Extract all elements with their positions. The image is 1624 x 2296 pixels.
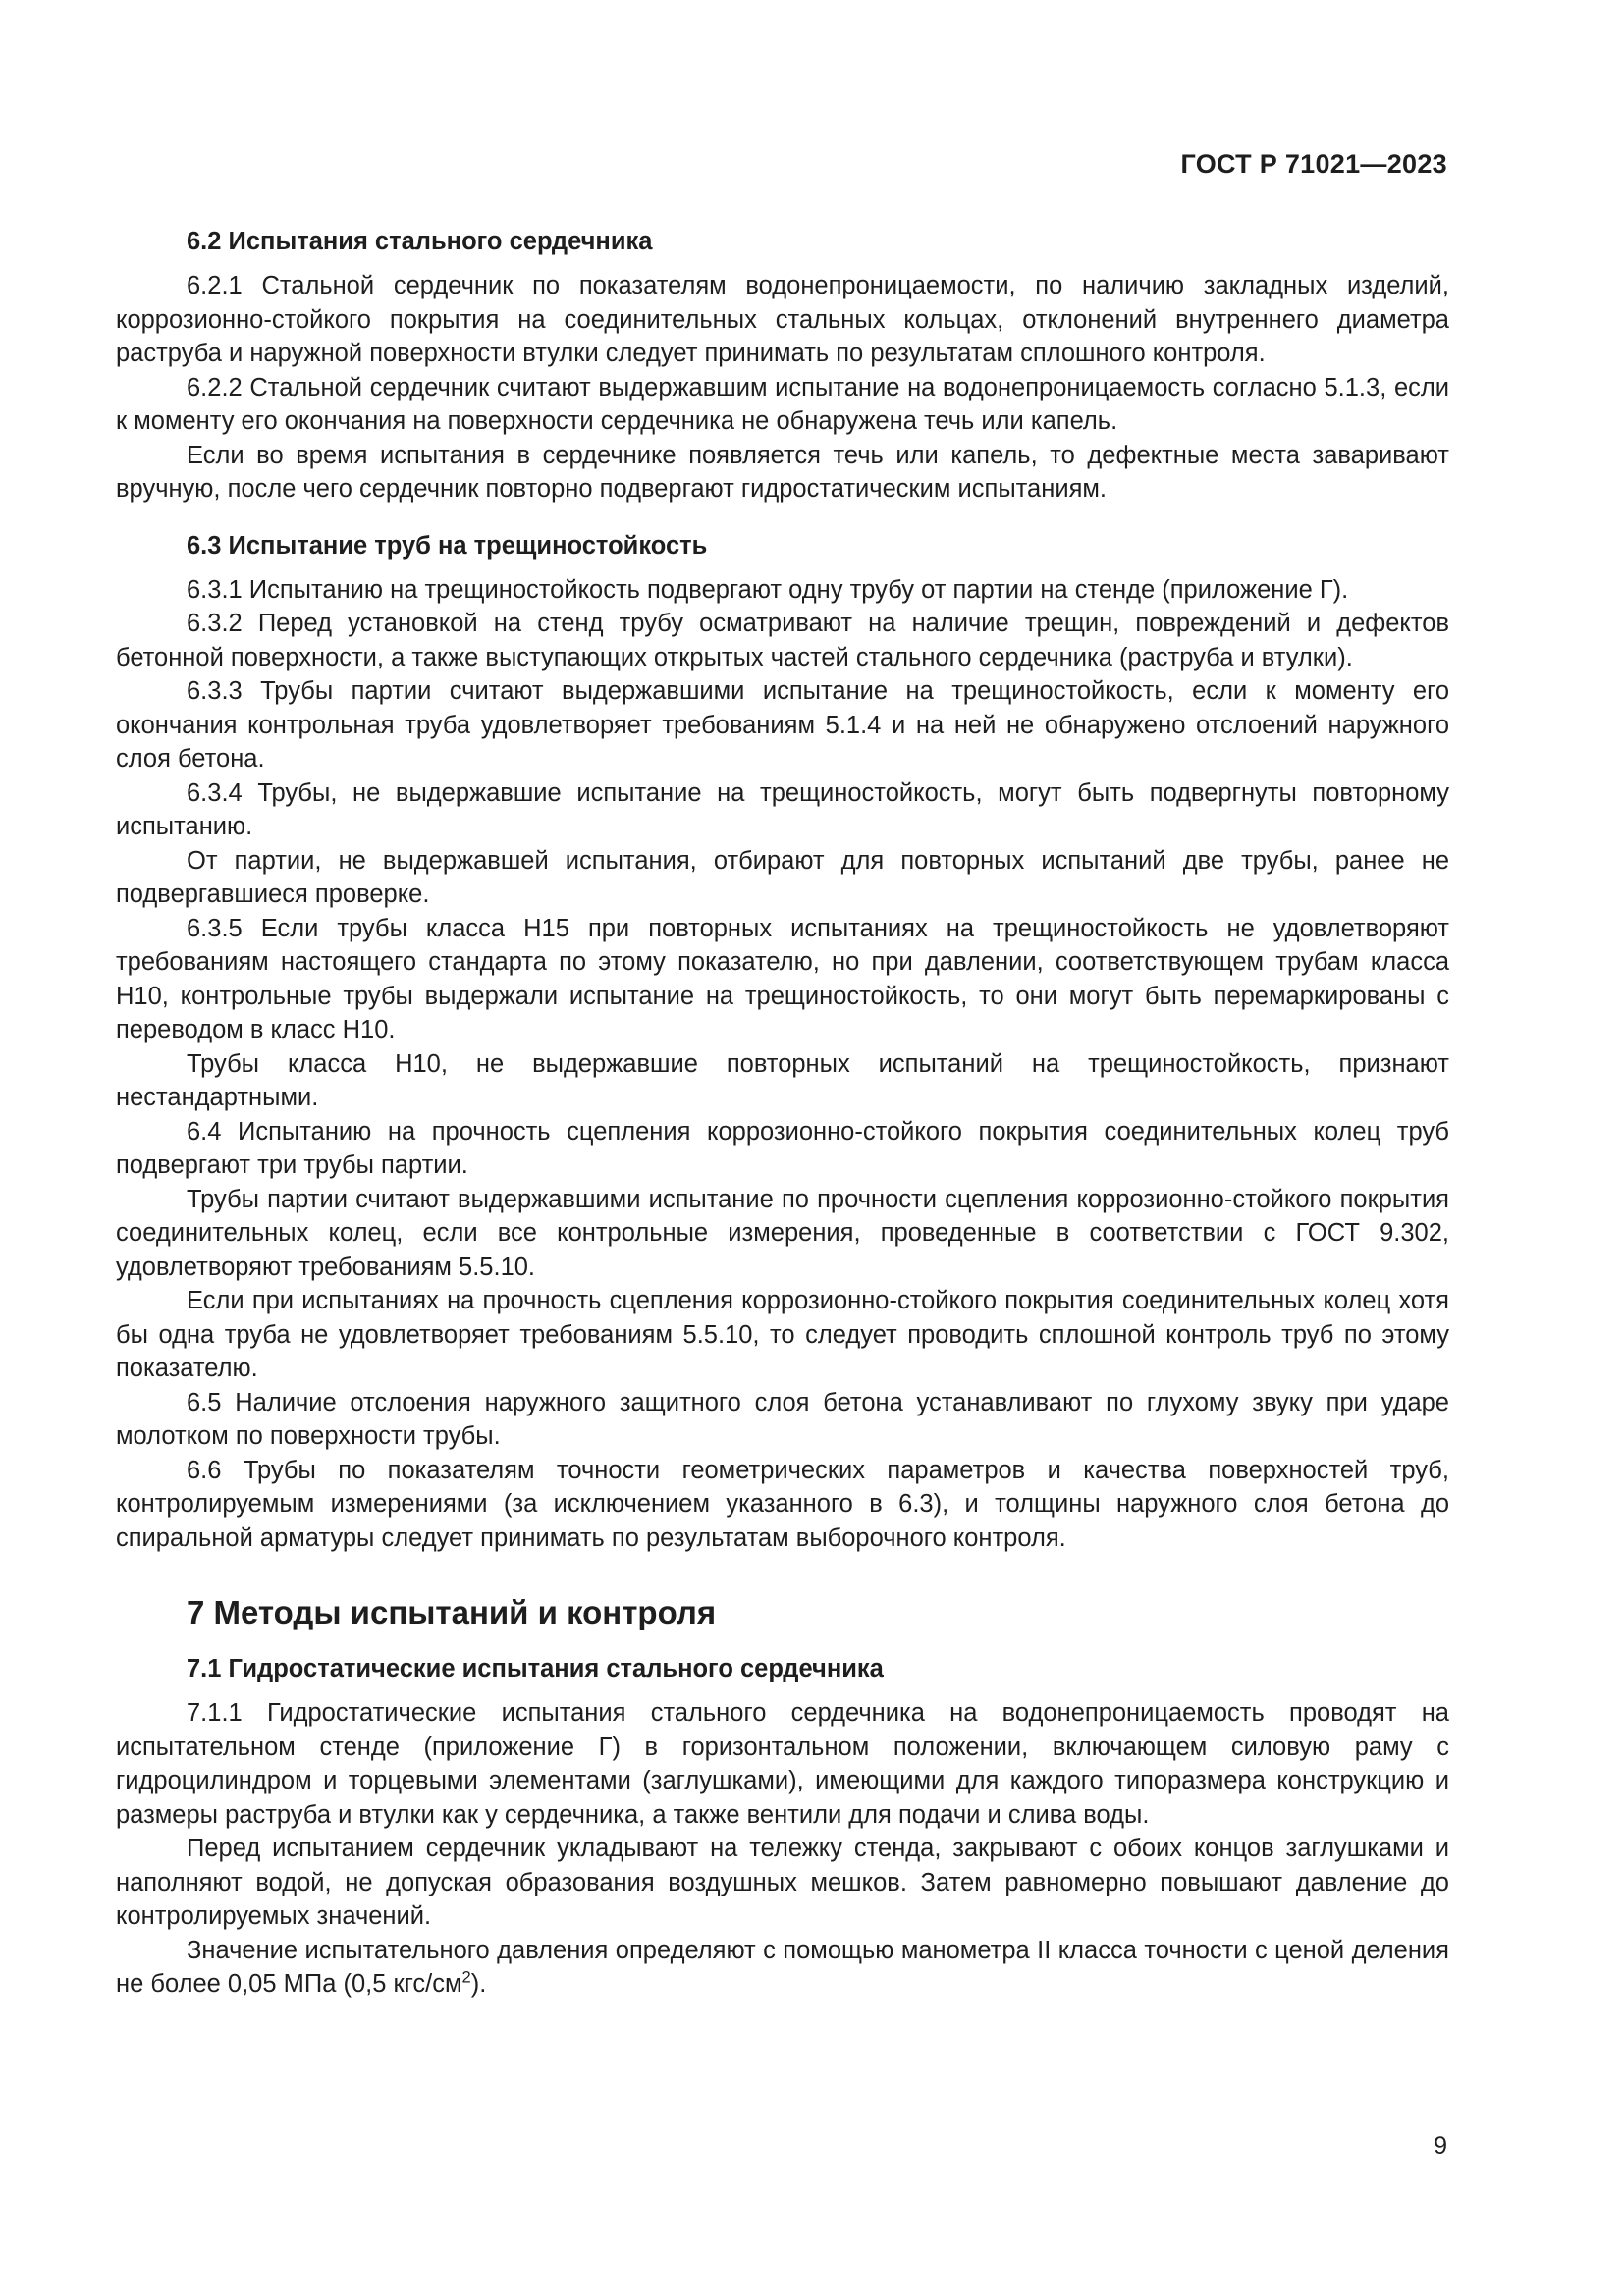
heading-6-3: 6.3 Испытание труб на трещиностойкость — [187, 531, 708, 560]
paragraph-6-4-cont-2: Если при испытаниях на прочность сцепления коррозионно-стойкого покрытия соединительных колец хотя бы одна труба не удовлетворяет требованиям 5.5.10, то следует проводить сплошной контроль труб по этому показателю. — [116, 1287, 1449, 1382]
superscript: 2 — [461, 1967, 471, 1987]
paragraph-6-3-2: 6.3.2 Перед установкой на стенд трубу осматривают на наличие трещин, повреждений и дефектов бетонной поверхности, а также выступающих открытых частей стального сердечника (раструба и втулки). — [116, 610, 1449, 671]
page-content — [116, 224, 1449, 2002]
page-number: 9 — [1434, 2132, 1447, 2160]
paragraph-7-1-1-cont-1: Перед испытанием сердечник укладывают на тележку стенда, закрывают с обоих концов заглушками и наполняют водой, не допуская образования воздушных мешков. Затем равномерно повышают давление до контролируемых значений. — [116, 1835, 1449, 1930]
paragraph-6-6: 6.6 Трубы по показателям точности геометрических параметров и качества поверхностей труб, контролируемым измерениями (за исключением указанного в 6.3), и толщины наружного слоя бетона до спиральной арматуры следует принимать по результатам выборочного контроля. — [116, 1456, 1449, 1552]
heading-7-1: 7.1 Гидростатические испытания стального сердечника — [187, 1655, 884, 1682]
section-heading-7: 7 Методы испытаний и контроля — [187, 1594, 717, 1630]
document-code: ГОСТ Р 71021—2023 — [1180, 149, 1447, 179]
pressure-text: Значение испытательного давления определяют с помощью манометра II класса точности с ценой деления не более 0,05 МПа (0,5 кгс/см — [116, 1936, 1449, 1998]
paragraph-6-3-1: 6.3.1 Испытанию на трещиностойкость подвергают одну трубу от партии на стенде (приложение Г). — [187, 575, 1349, 604]
paragraph-6-3-5-cont: Трубы класса Н10, не выдержавшие повторных испытаний на трещиностойкость, признают нестандартными. — [116, 1049, 1449, 1111]
paragraph-6-3-4-cont: От партии, не выдержавшей испытания, отбирают для повторных испытаний две трубы, ранее не подвергавшиеся проверке. — [116, 846, 1449, 908]
paragraph-6-3-3: 6.3.3 Трубы партии считают выдержавшими испытание на трещиностойкость, если к моменту его окончания контрольная труба удовлетворяет требованиям 5.1.4 и на ней не обнаружено отслоений наружного слоя бетона. — [116, 677, 1449, 773]
paragraph-7-1-1-cont-2 — [116, 1934, 1449, 2002]
paragraph-6-2-2-cont: Если во время испытания в сердечнике появляется течь или капель, то дефектные места заваривают вручную, после чего сердечник повторно подвергают гидростатическим испытаниям. — [116, 441, 1449, 503]
paragraph-6-3-5: 6.3.5 Если трубы класса Н15 при повторных испытаниях на трещиностойкость не удовлетворяют требованиям настоящего стандарта по этому показателю, но при давлении, соответствующем трубам класса Н10, контрольные трубы выдержали испытание на трещиностойкость, то они могут быть перемаркированы с переводом в класс Н10. — [116, 914, 1449, 1043]
paragraph-6-4-cont-1: Трубы партии считают выдержавшими испытание по прочности сцепления коррозионно-стойкого покрытия соединительных колец, если все контрольные измерения, проведенные в соответствии с ГОСТ 9.302, удовлетворяют требованиям 5.5.10. — [116, 1185, 1449, 1281]
pressure-text-end: ). — [470, 1970, 487, 1998]
paragraph-6-4: 6.4 Испытанию на прочность сцепления коррозионно-стойкого покрытия соединительных колец труб подвергают три трубы партии. — [116, 1117, 1449, 1179]
paragraph-6-5: 6.5 Наличие отслоения наружного защитного слоя бетона устанавливают по глухому звуку при ударе молотком по поверхности трубы. — [116, 1388, 1449, 1450]
paragraph-6-2-1: 6.2.1 Стальной сердечник по показателям водонепроницаемости, по наличию закладных изделий, коррозионно-стойкого покрытия на соединительных стальных кольцах, отклонений внутреннего диаметра раструба и наружной поверхности втулки следует принимать по результатам сплошного контроля. — [116, 272, 1449, 367]
paragraph-6-3-4: 6.3.4 Трубы, не выдержавшие испытание на трещиностойкость, могут быть подвергнуты повторному испытанию. — [116, 778, 1449, 840]
heading-6-2: 6.2 Испытания стального сердечника — [187, 228, 653, 255]
paragraph-7-1-1: 7.1.1 Гидростатические испытания стального сердечника на водонепроницаемость проводят на испытательном стенде (приложение Г) в горизонтальном положении, включающем силовую раму с гидроцилиндром и торцевыми элементами (заглушками), имеющими для каждого типоразмера конструкцию и размеры раструба и втулки как у сердечника, а также вентили для подачи и слива воды. — [116, 1699, 1449, 1829]
paragraph-6-2-2: 6.2.2 Стальной сердечник считают выдержавшим испытание на водонепроницаемость согласно 5.1.3, если к моменту его окончания на поверхности сердечника не обнаружена течь или капель. — [116, 373, 1449, 435]
